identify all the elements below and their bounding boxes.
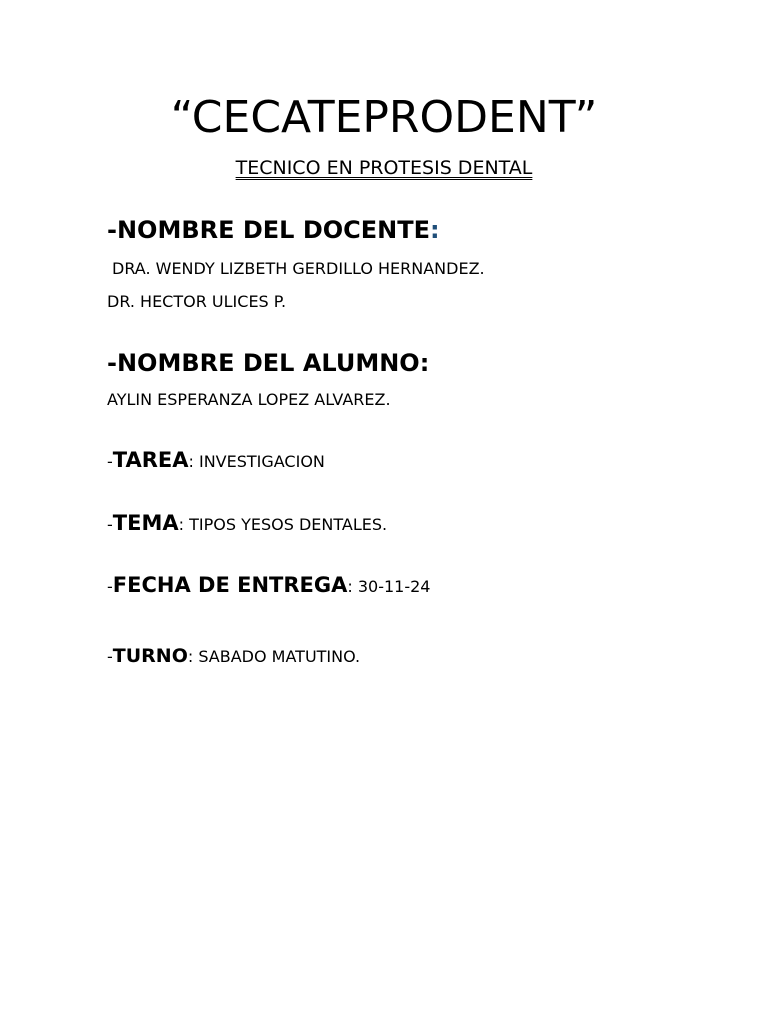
alumno-heading: -NOMBRE DEL ALUMNO: bbox=[107, 349, 430, 377]
tema-dash: - bbox=[107, 515, 113, 534]
fecha-dash: - bbox=[107, 577, 113, 596]
alumno-name: AYLIN ESPERANZA LOPEZ ALVAREZ. bbox=[107, 390, 391, 409]
docente-heading bbox=[107, 215, 440, 245]
field-tema bbox=[107, 508, 387, 540]
docente-heading-colon: : bbox=[430, 216, 440, 244]
tema-value: : TIPOS YESOS DENTALES. bbox=[178, 515, 388, 534]
turno-label: TURNO bbox=[112, 645, 188, 667]
document-subtitle bbox=[0, 155, 768, 181]
tema-label: TEMA bbox=[112, 511, 179, 535]
tarea-label: TAREA bbox=[112, 448, 189, 472]
subtitle-text: TECNICO EN PROTESIS DENTAL bbox=[235, 157, 533, 179]
fecha-label: FECHA DE ENTREGA bbox=[112, 573, 348, 597]
fecha-value: : 30-11-24 bbox=[347, 577, 431, 596]
field-tarea bbox=[107, 445, 325, 477]
docente-heading-text: -NOMBRE DEL DOCENTE bbox=[107, 216, 431, 244]
turno-dash: - bbox=[107, 647, 113, 666]
docente-name-1: DRA. WENDY LIZBETH GERDILLO HERNANDEZ. bbox=[112, 259, 485, 278]
tarea-value: : INVESTIGACION bbox=[188, 452, 325, 471]
field-fecha bbox=[107, 570, 430, 602]
docente-name-2: DR. HECTOR ULICES P. bbox=[107, 292, 287, 311]
field-turno bbox=[107, 641, 360, 672]
turno-value: : SABADO MATUTINO. bbox=[187, 647, 361, 666]
tarea-dash: - bbox=[107, 452, 113, 471]
document-title: “CECATEPRODENT” bbox=[170, 92, 598, 143]
